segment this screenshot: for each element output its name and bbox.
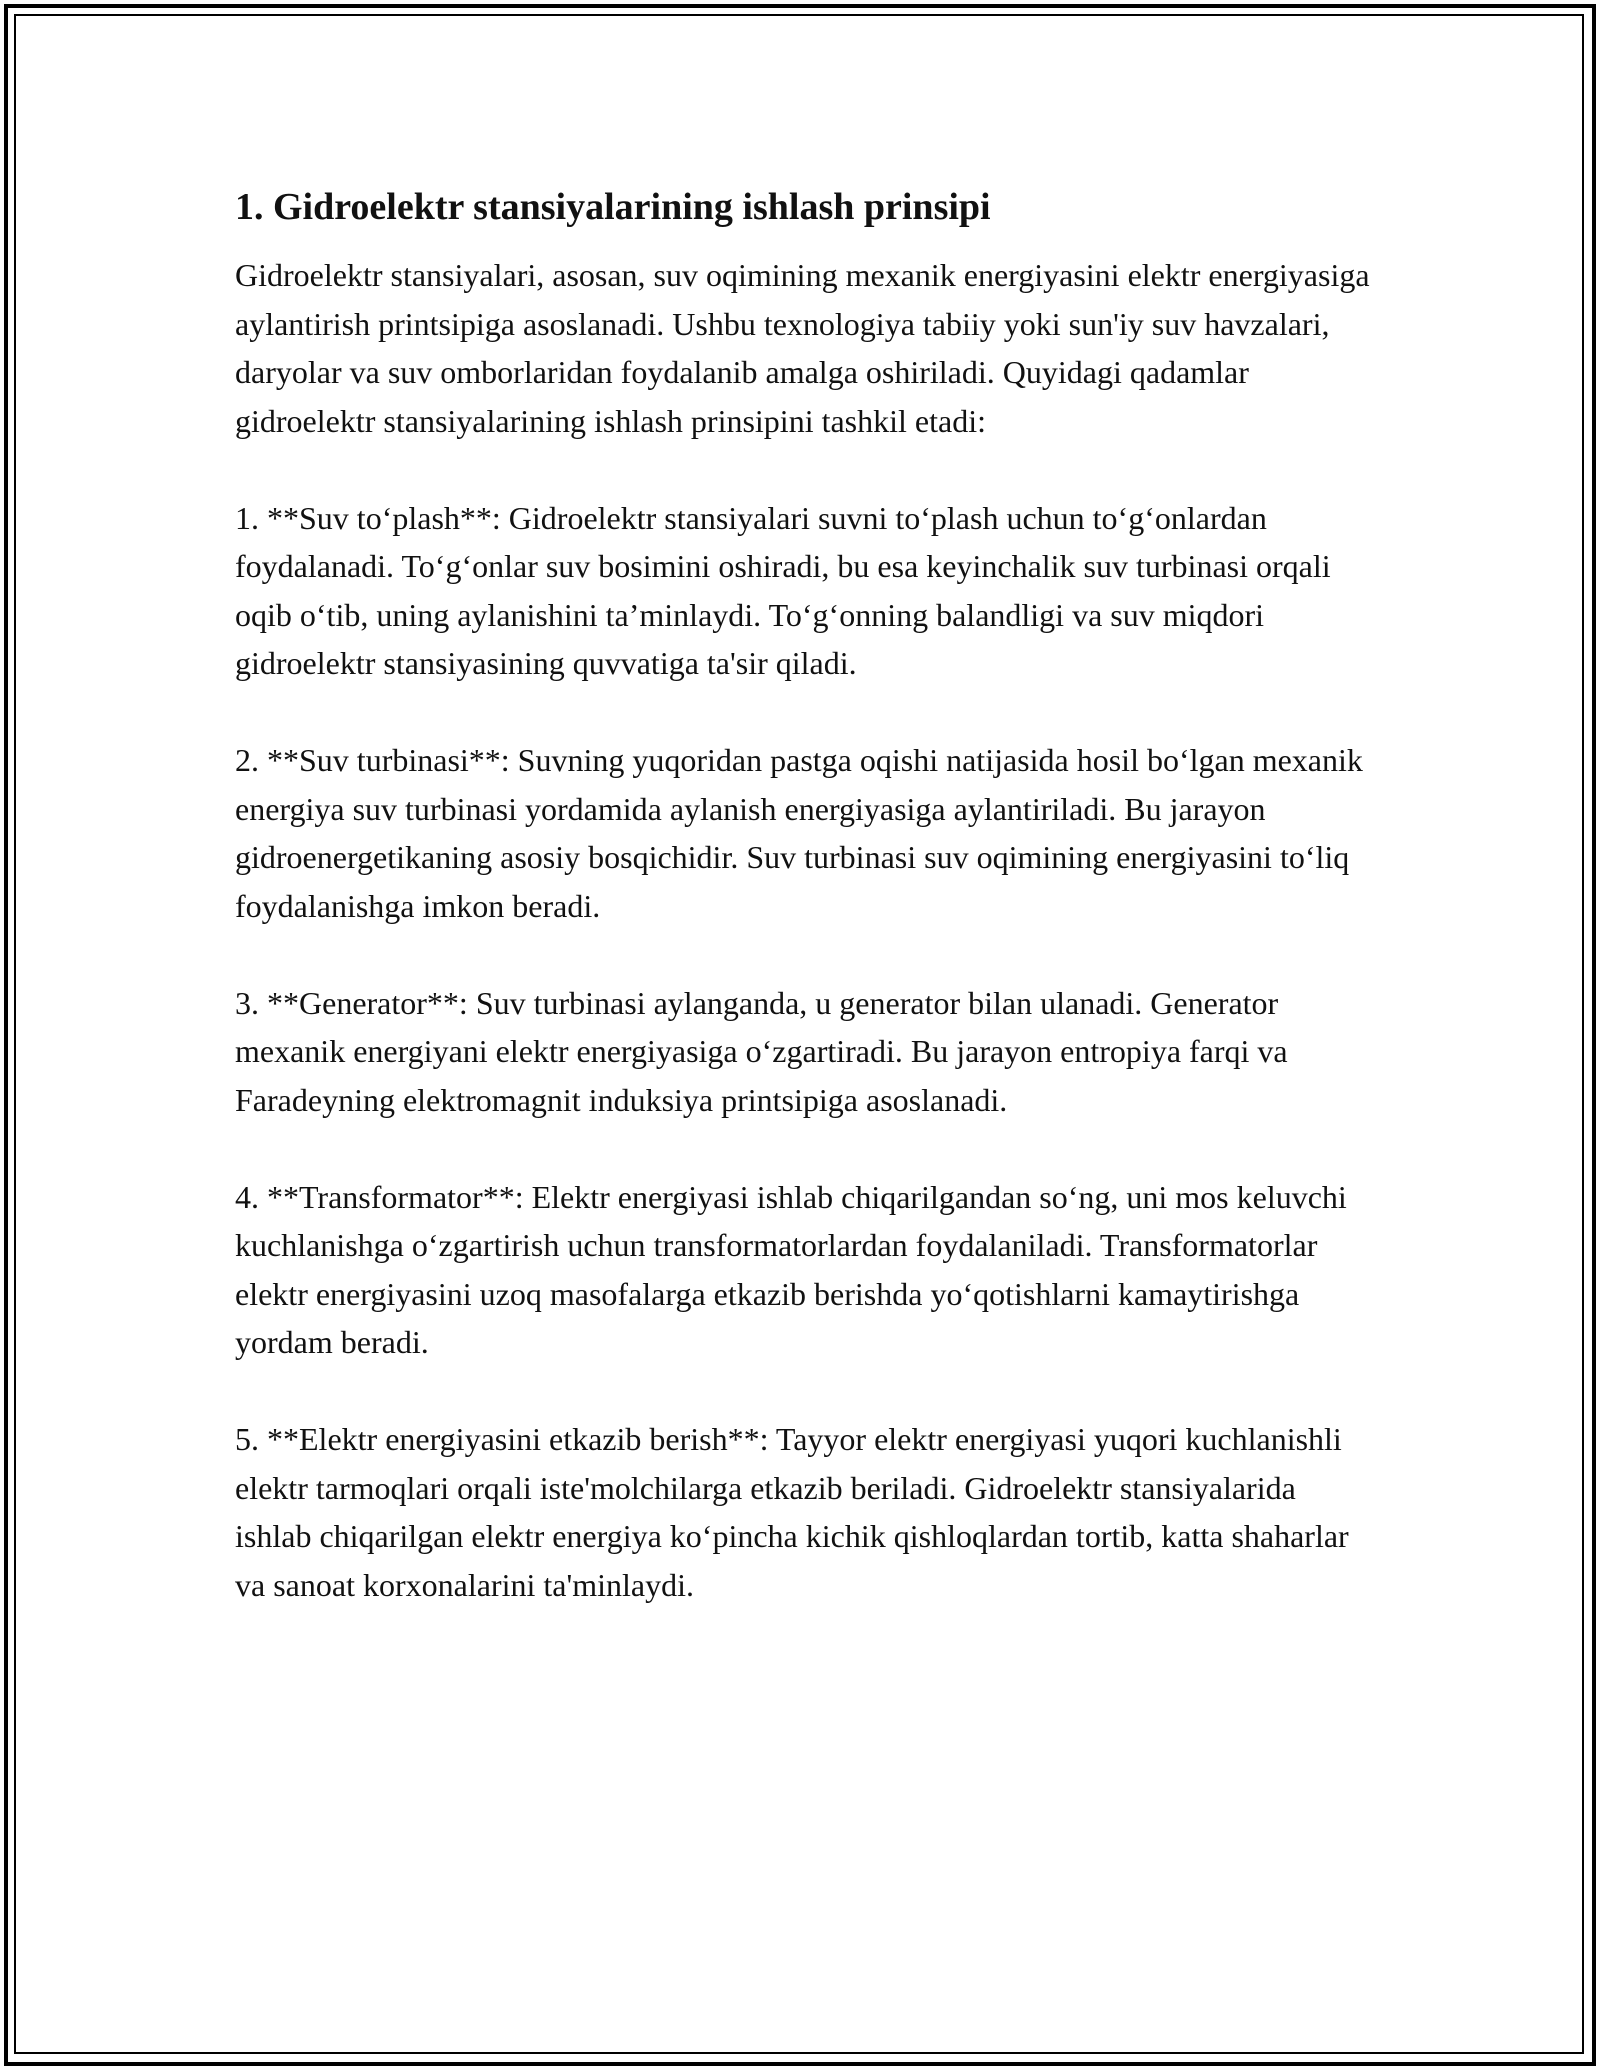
step-power-delivery: 5. **Elektr energiyasini etkazib berish**: Tayyor elektr energiyasi yuqori kuchlanishli elektr tarmoqlari orqali iste'molchilarga etkazib beriladi. Gidroelektr stansiyalarida ishlab chiqarilgan elektr energiya ko‘pincha kichik qishloqlardan tortib, katta shaharlar va sanoat korxonalarini ta'minlaydi. xyxy=(235,1421,1349,1603)
document-body xyxy=(235,183,1375,1658)
step-generator: 3. **Generator**: Suv turbinasi aylanganda, u generator bilan ulanadi. Generator mexanik energiyani elektr energiyasiga o‘zgartiradi. Bu jarayon entropiya farqi va Faradeyning elektromagnit induksiya printsipiga asoslanadi. xyxy=(235,984,1288,1118)
step-transformer: 4. **Transformator**: Elektr energiyasi ishlab chiqarilgandan so‘ng, uni mos keluvchi kuchlanishga o‘zgartirish uchun transformatorlardan foydalaniladi. Transformatorlar elektr energiyasini uzoq masofalarga etkazib berishda yo‘qotishlarni kamaytirishga yordam beradi. xyxy=(235,1178,1347,1360)
intro-paragraph: Gidroelektr stansiyalari, asosan, suv oqimining mexanik energiyasini elektr energiyasiga aylantirish printsipiga asoslanadi. Ushbu texnologiya tabiiy yoki sun'iy suv havzalari, daryolar va suv omborlaridan foydalanib amalga oshiriladi. Quyidagi qadamlar gidroelektr stansiyalarining ishlash prinsipini tashkil etadi: xyxy=(235,257,1370,439)
section-title: 1. Gidroelektr stansiyalarining ishlash prinsipi xyxy=(235,186,991,228)
step-water-collection: 1. **Suv to‘plash**: Gidroelektr stansiyalari suvni to‘plash uchun to‘g‘onlardan foydalanadi. To‘g‘onlar suv bosimini oshiradi, bu esa keyinchalik suv turbinasi orqali oqib o‘tib, uning aylanishini ta’minlaydi. To‘g‘onning balandligi va suv miqdori gidroelektr stansiyasining quvvatiga ta'sir qiladi. xyxy=(235,499,1331,681)
step-water-turbine: 2. **Suv turbinasi**: Suvning yuqoridan pastga oqishi natijasida hosil bo‘lgan mexanik energiya suv turbinasi yordamida aylanish energiyasiga aylantiriladi. Bu jarayon gidroenergetikaning asosiy bosqichidir. Suv turbinasi suv oqimining energiyasini to‘liq foydalanishga imkon beradi. xyxy=(235,742,1363,924)
